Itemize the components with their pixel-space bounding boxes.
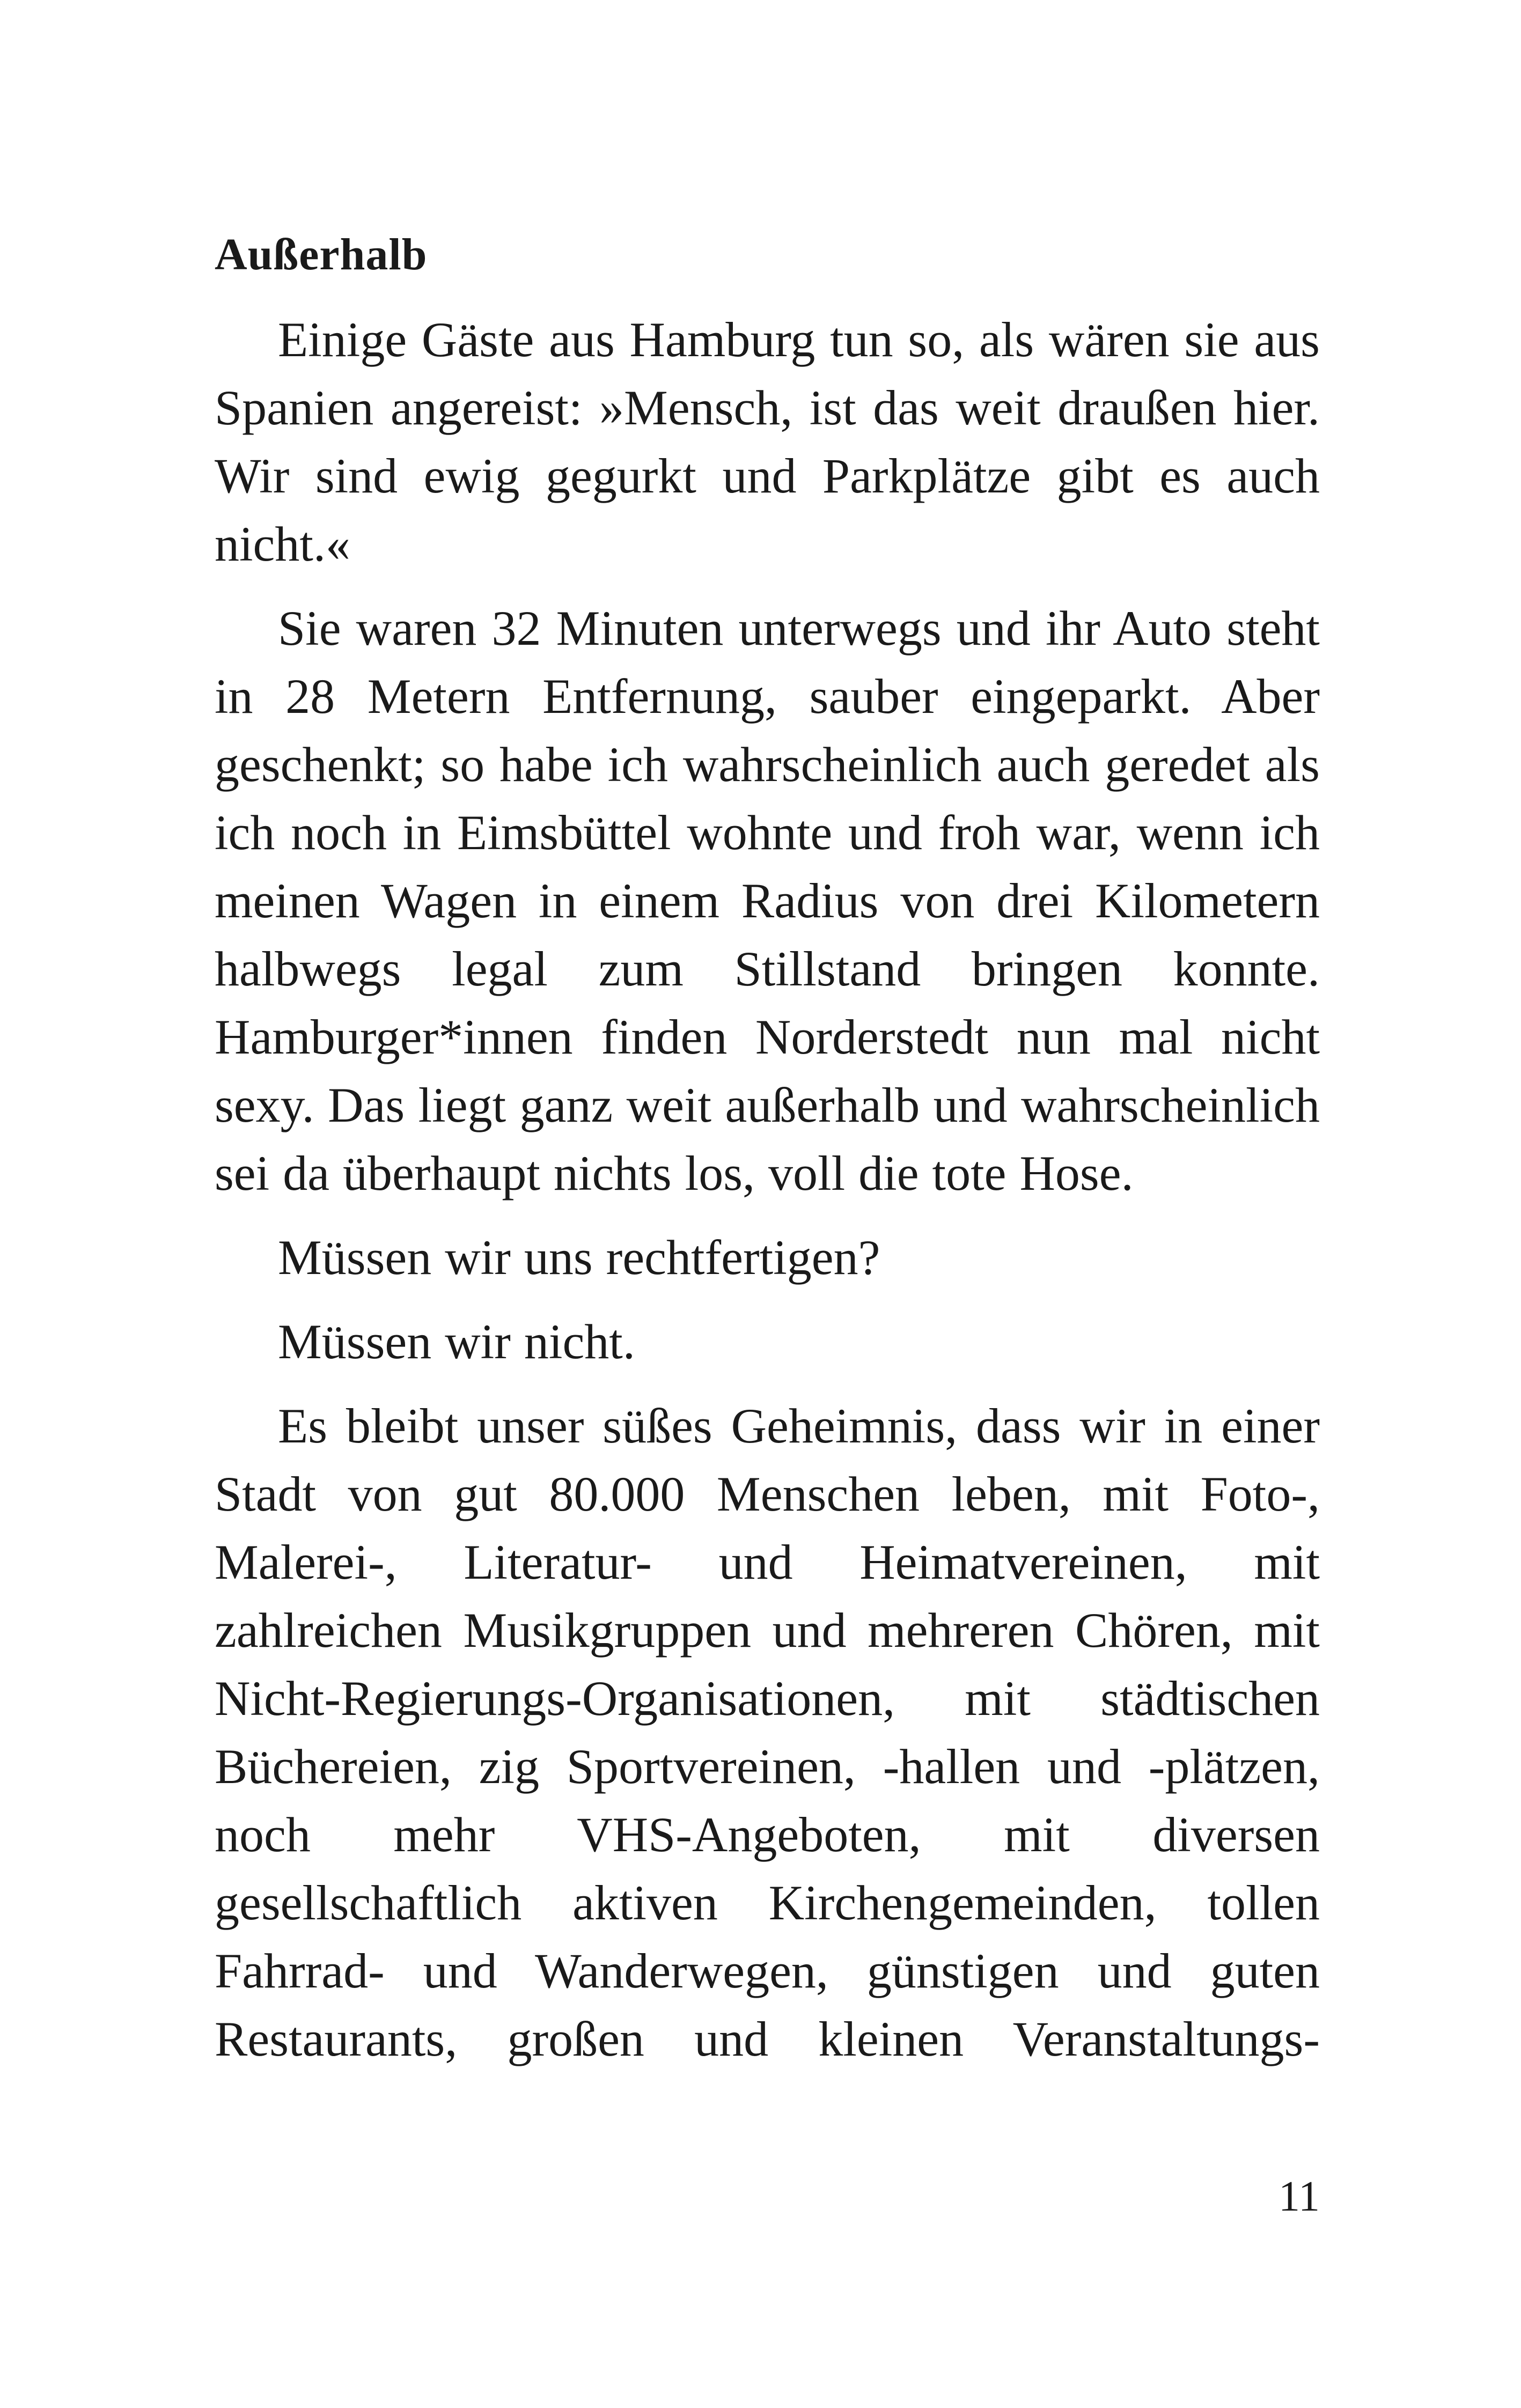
paragraph-1: Einige Gäste aus Hamburg tun so, als wären sie aus Spanien angereist: »Mensch, ist das weit draußen hier. Wir sind ewig gegurkt und Parkplätze gibt es auch nicht.«	[215, 312, 1320, 571]
text-block	[215, 225, 1320, 2089]
paragraph-5: Es bleibt unser süßes Geheimnis, dass wir in einer Stadt von gut 80.000 Menschen leben, mit Foto-, Malerei-, Literatur- und Heimatvereinen, mit zahlreichen Musikgruppen und mehreren Chören, mit Nicht-Regierungs-Organisationen, mit städtischen Büchereien, zig Sportvereinen, -hallen und -plätzen, noch mehr VHS-Angeboten, mit diversen gesellschaftlich aktiven Kirchengemeinden, tollen Fahrrad- und Wanderwegen, günstigen und guten Restaurants, großen und kleinen Veranstaltungs-	[215, 1398, 1320, 2066]
chapter-heading: Außerhalb	[215, 230, 428, 279]
paragraph-2: Sie waren 32 Minuten unterwegs und ihr Auto steht in 28 Metern Entfernung, sauber eingeparkt. Aber geschenkt; so habe ich wahrscheinlich auch geredet als ich noch in Eimsbüttel wohnte und froh war, wenn ich meinen Wagen in einem Radius von drei Kilometern halbwegs legal zum Stillstand bringen konnte. Hamburger*innen finden Norderstedt nun mal nicht sexy. Das liegt ganz weit außerhalb und wahrscheinlich sei da überhaupt nichts los, voll die tote Hose.	[215, 601, 1320, 1201]
paragraph-3: Müssen wir uns rechtfertigen?	[278, 1230, 880, 1285]
paragraph-4: Müssen wir nicht.	[278, 1314, 635, 1369]
page-number: 11	[1278, 2173, 1320, 2220]
